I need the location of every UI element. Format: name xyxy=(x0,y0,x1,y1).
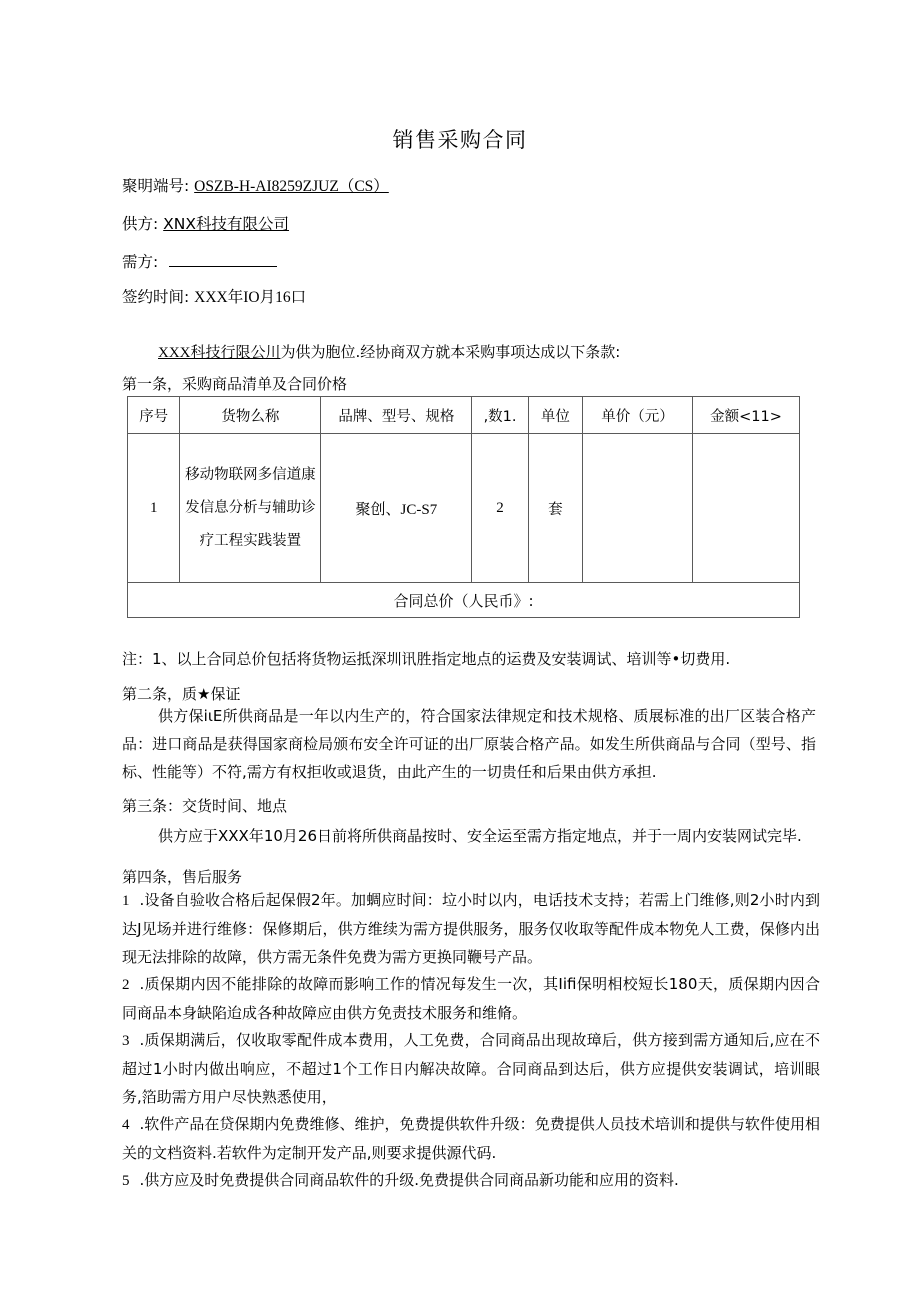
buyer-label: 需方: xyxy=(122,253,159,271)
col-header-spec: 品牌、型号、规格 xyxy=(321,397,472,434)
buyer-blank-underline xyxy=(169,253,277,267)
goods-table xyxy=(127,396,800,618)
col-header-unit: 单位 xyxy=(528,397,582,434)
service-item-3-number: 3 xyxy=(122,1033,130,1049)
service-item-3 xyxy=(122,1026,820,1111)
table-note: 注：1、以上合同总价包括将货物运抵深圳讯胜指定地点的运费及安装调试、培训等•切费用. xyxy=(122,650,731,668)
service-item-1 xyxy=(122,886,820,971)
sign-date-line xyxy=(122,285,306,307)
service-item-5-number: 5 xyxy=(122,1173,130,1189)
clause-3-body: 供方应于XXX年10月26日前将所供商晶按时、安全运至需方指定地点，并于一周内安装网试完毕. xyxy=(158,827,802,845)
buyer-line xyxy=(122,250,277,272)
supplier-label: 供方: xyxy=(122,215,159,233)
service-item-4-text: .软件产品在贷保期内免费维修、维护，免费提供软件升级：免费提供人员技术培训和提供与软件使用相关的文档资料.若软件为定制开发产品,则要求提供源代码. xyxy=(122,1115,820,1162)
intro-rest: 为供为胞位.经协商双方就本采购事项达成以下条款: xyxy=(280,343,621,361)
service-item-2 xyxy=(122,970,820,1027)
clause-2-heading: 第二条，质★保证 xyxy=(122,685,241,703)
cell-unit: 套 xyxy=(528,434,582,583)
supplier-value: XNX科技有限公司 xyxy=(163,215,290,233)
service-item-2-number: 2 xyxy=(122,977,130,993)
service-item-4 xyxy=(122,1110,820,1167)
intro-party-name: XXX科技行限公川 xyxy=(158,345,281,361)
cell-spec: 聚创、JC-S7 xyxy=(321,434,472,583)
service-item-1-number: 1 xyxy=(122,893,130,909)
contract-number-line xyxy=(122,174,393,196)
sign-date-value: XXX年IO月16口 xyxy=(194,289,307,306)
cell-seq: 1 xyxy=(128,434,180,583)
service-item-1-text: .设备自验收合格后起保假2年。加蜩应时间：垃小时以内，电话技术支持；若需上门维修,则2小时内到达J见场并进行维修：保修期后，供方维续为需方提供服务，服务仅收取等配件成本物免人工费，保修内出现无法排除的故障，供方需无条件免费为需方更换同鞭号产品。 xyxy=(122,891,820,966)
service-item-3-text: .质保期满后，仅收取零配件成本费用，人工免费，合同商品出现故璋后，供方接到需方通知后,应在不超过1小时内做出响应，不超过1个工作日内解决故障。合同商品到达后，供方应提供安装调试，培训眼务,箔助需方用户尽快熟悉使用， xyxy=(122,1031,820,1106)
col-header-amount: 金额<11> xyxy=(692,397,799,434)
cell-amount xyxy=(692,434,799,583)
service-item-4-number: 4 xyxy=(122,1117,130,1133)
contract-number-label: 聚明端号: xyxy=(122,177,190,195)
clause-3-heading: 第三条：交货时间、地点 xyxy=(122,797,288,815)
cell-qty: 2 xyxy=(472,434,528,583)
clause-4-heading: 第四条，售后服务 xyxy=(122,868,243,886)
service-item-5-text: .供方应及时免费提供合同商品软件的升级.免费提供合同商品新功能和应用的资料. xyxy=(139,1171,679,1189)
col-header-name: 货物么称 xyxy=(180,397,321,434)
service-item-5 xyxy=(122,1166,820,1195)
intro-paragraph xyxy=(122,341,812,362)
clause-1-heading: 第一条，采购商品清单及合同价格 xyxy=(122,375,348,393)
table-total-row xyxy=(128,583,800,618)
table-row xyxy=(128,434,800,583)
col-header-qty: ,数1. xyxy=(472,397,528,434)
clause-2-body: 供方保iιE所供商品是一年以内生产的，符合国家法律规定和技术规格、质展标准的出厂区装合格产品：进口商品是获得国家商检局颁布安全许可证的出厂原装合格产品。如发生所供商品与合同（型号、指标、性能等）不符,需方有权拒收或退货，由此产生的一切贵任和后果由供方承担. xyxy=(122,707,816,781)
supplier-line xyxy=(122,212,289,234)
sign-date-label: 签约时间: xyxy=(122,288,190,306)
table-header-row xyxy=(128,397,800,434)
page-title: 销售采购合同 xyxy=(392,128,528,152)
contract-number-value: OSZB-H-AI8259ZJUZ（CS） xyxy=(194,178,389,195)
col-header-unit-price: 单价（元） xyxy=(583,397,693,434)
cell-unit-price xyxy=(583,434,693,583)
cell-goods-name: 移动物联网多信道康发信息分析与辅助诊疗工程实践装置 xyxy=(180,434,321,583)
service-item-2-text: .质保期内因不能排除的故障而影响工作的情况每发生一次，其Iifi保明相校短长180天，质保期内因合同商品本身缺陷迨成各种故障应由供方免责技术服务和维脩。 xyxy=(122,975,820,1022)
col-header-seq: 序号 xyxy=(128,397,180,434)
contract-total-label: 合同总价（人民币》: xyxy=(128,583,800,618)
